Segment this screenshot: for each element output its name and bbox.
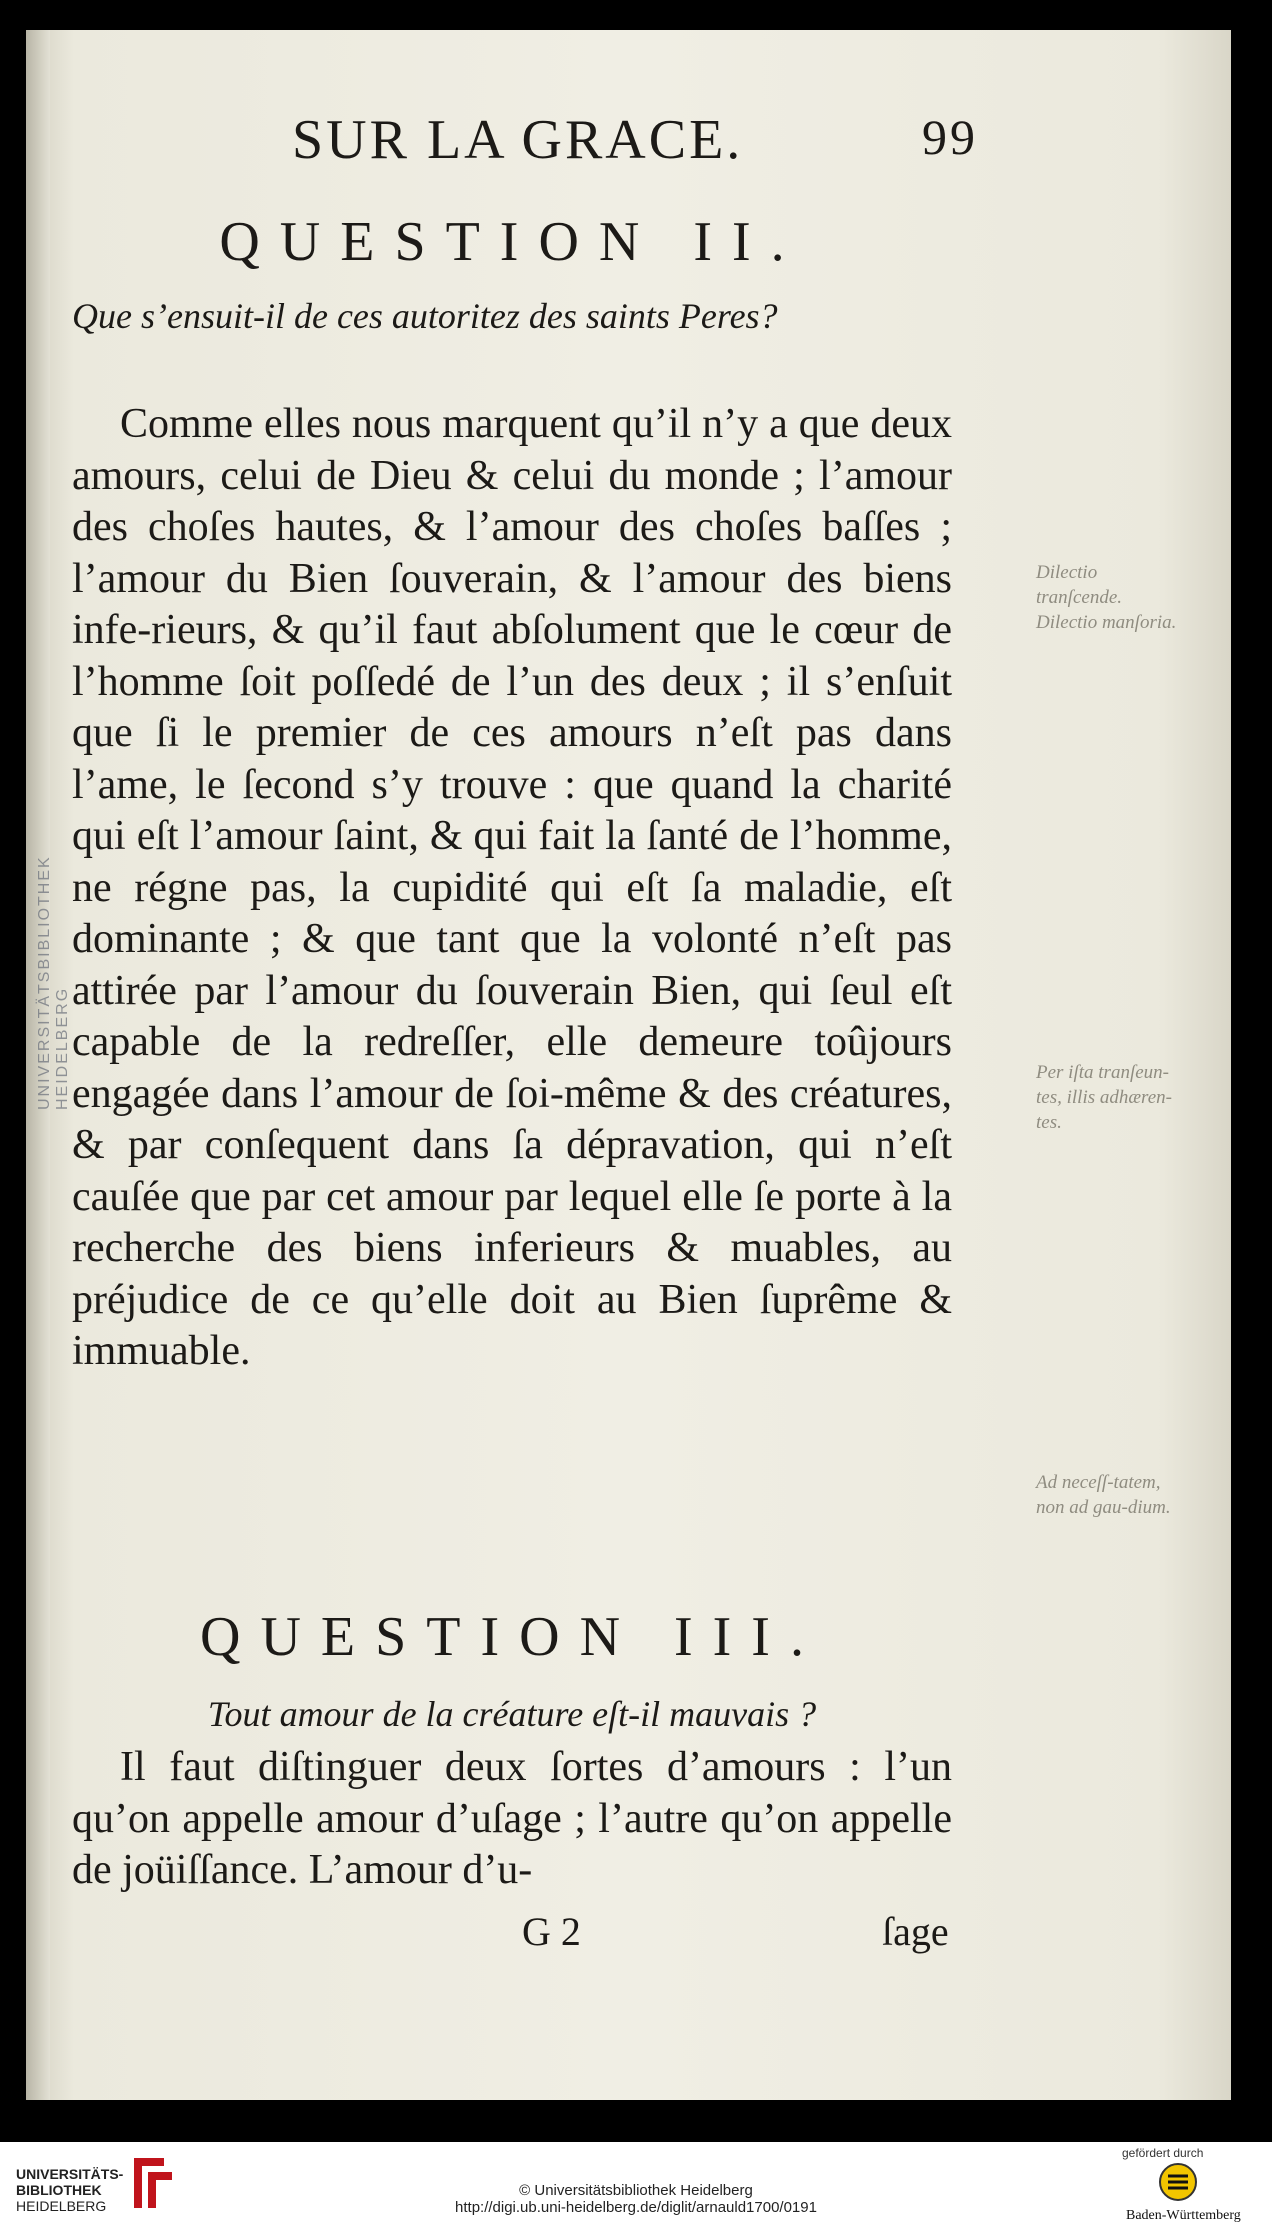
library-stamp: UNIVERSITÄTSBIBLIOTHEK HEIDELBERG	[36, 855, 71, 1110]
marginal-note: Ad neceſſ-tatem, non ad gau-dium.	[1036, 1472, 1171, 1518]
library-name-line: UNIVERSITÄTS-	[16, 2166, 124, 2182]
copyright-text: © Universitätsbibliothek Heidelberg	[519, 2182, 753, 2199]
question-prompt: Tout amour de la créature eſt-il mauvais ?	[207, 1694, 817, 1734]
viewer-footer	[0, 2142, 1272, 2228]
book-page	[26, 30, 1231, 2100]
funding-label: gefördert durch	[1122, 2146, 1204, 2160]
page-footer-line	[72, 1908, 952, 1962]
library-name-line: HEIDELBERG	[16, 2198, 107, 2214]
source-url[interactable]: http://digi.ub.uni-heidelberg.de/diglit/arnauld1700/0191	[455, 2199, 817, 2216]
signature-mark: G 2	[522, 1909, 581, 1954]
funding-name: Baden-Württemberg	[1126, 2208, 1241, 2223]
running-head-title: SUR LA GRACE.	[292, 109, 744, 171]
scan-frame	[26, 30, 1232, 2100]
catchword: ſage	[882, 1909, 949, 1954]
question-prompt: Que s’ensuit-il de ces autoritez des saints Peres?	[72, 296, 778, 336]
page-number: 99	[922, 109, 978, 165]
copyright-block	[0, 2182, 1272, 2216]
marginal-note: Per iſta tranſeun-tes, illis adhæren-tes.	[1036, 1062, 1172, 1133]
question-heading: QUESTION III.	[200, 1606, 824, 1668]
question-heading: QUESTION II.	[219, 211, 805, 273]
library-name-line: BIBLIOTHEK	[16, 2182, 102, 2198]
answer-paragraph: Comme elles nous marquent qu’il n’y a que deux amours, celui de Dieu & celui du monde ; l’amour des choſes hautes, & l’amour des choſes baſſes ; l’amour du Bien ſouverain, & l’amour des biens infe-rieurs, & qu’il faut abſolument que le cœur de l’homme ſoit poſſedé de l’un des deux ; il s’enſuit que ſi le premier de ces amours n’eſt pas dans l’ame, le ſecond s’y trouve : que quand la charité qui eſt l’amour ſaint, & qui fait la ſanté de l’homme, ne régne pas, la cupidité qui eſt ſa maladie, eſt dominante ; & que tant que la volonté n’eſt pas attirée par l’amour du ſouverain Bien, qui ſeul eſt capable de la redreſſer, elle demeure toûjours engagée dans l’amour de ſoi-même & des créatures, & par conſequent dans ſa dépravation, qui n’eſt cauſée que par cet amour par lequel elle ſe porte à la recherche des biens inferieurs & muables, au préjudice de ce qu’elle doit au Bien ſuprême & immuable.	[72, 401, 952, 1374]
marginal-note: Dilectio tranſcende. Dilectio manſoria.	[1036, 562, 1177, 633]
running-head	[72, 108, 978, 178]
answer-paragraph: Il faut diſtinguer deux ſortes d’amours : l’un qu’on appelle amour d’uſage ; l’autre qu’on appelle de joüiſſance. L’amour d’u-	[72, 1744, 952, 1893]
coat-of-arms-icon	[1158, 2162, 1198, 2202]
